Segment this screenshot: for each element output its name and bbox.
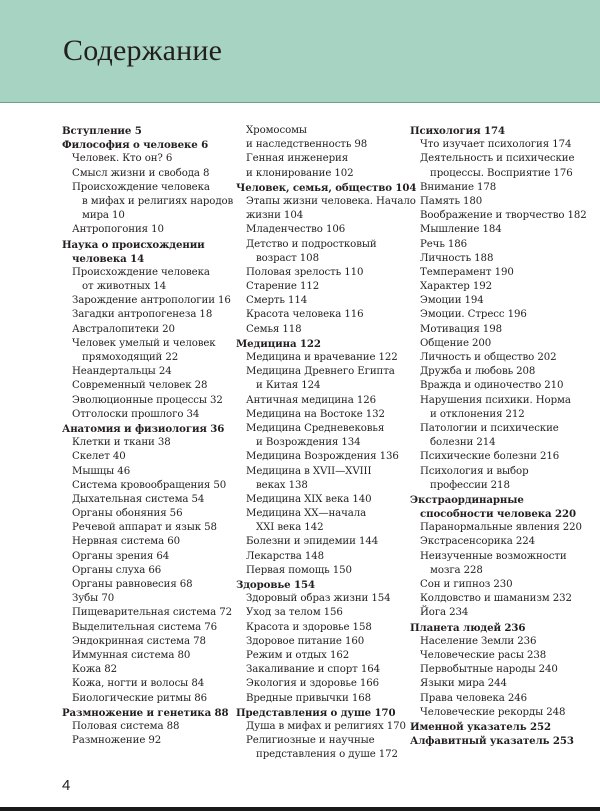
toc-entry: Мышцы 46 bbox=[72, 465, 131, 477]
toc-entry: Медицина XX—начала bbox=[246, 508, 367, 520]
toc-entry: Половая система 88 bbox=[72, 720, 180, 732]
toc-entry: Эволюционные процессы 32 bbox=[72, 394, 223, 406]
toc-section-entry: Наука о происхождении bbox=[62, 238, 205, 251]
toc-section-entry: Анатомия и физиология 36 bbox=[62, 422, 225, 435]
toc-entry: Медицина Средневековья bbox=[246, 422, 385, 434]
toc-entry: Младенчество 106 bbox=[246, 224, 346, 236]
toc-entry: Эндокринная система 78 bbox=[72, 635, 206, 647]
toc-entry: Вредные привычки 168 bbox=[246, 692, 371, 704]
toc-entry: Общение 200 bbox=[420, 337, 492, 349]
toc-entry: Режим и отдых 162 bbox=[246, 649, 350, 661]
toc-entry: Речь 186 bbox=[420, 238, 468, 250]
toc-entry: Современный человек 28 bbox=[72, 380, 208, 392]
toc-entry: Детство и подростковый bbox=[246, 238, 377, 250]
toc-entry: Население Земли 236 bbox=[420, 635, 537, 647]
toc-entry: Отголоски прошлого 34 bbox=[72, 408, 200, 420]
toc-entry: Австралопитеки 20 bbox=[72, 323, 175, 335]
toc-entry: Деятельность и психические bbox=[420, 153, 575, 165]
toc-entry: Психология и выбор bbox=[420, 465, 529, 477]
toc-entry: Зарождение антропологии 16 bbox=[72, 295, 231, 307]
toc-entry: Человеческие расы 238 bbox=[420, 649, 547, 661]
header-band bbox=[0, 0, 600, 103]
toc-entry: процессы. Восприятие 176 bbox=[430, 167, 573, 179]
toc-entry: и Возрождения 134 bbox=[256, 437, 361, 449]
toc-entry: Антропогония 10 bbox=[72, 224, 164, 236]
toc-column-1 bbox=[62, 124, 234, 748]
toc-entry: Воображение и творчество 182 bbox=[420, 210, 587, 222]
toc-entry: болезни 214 bbox=[430, 437, 496, 449]
toc-entry: Семья 118 bbox=[246, 323, 302, 335]
toc-entry: Характер 192 bbox=[420, 281, 492, 293]
toc-entry: Сон и гипноз 230 bbox=[420, 579, 513, 590]
toc-entry: Органы слуха 66 bbox=[72, 564, 162, 576]
toc-entry: Психические болезни 216 bbox=[420, 451, 560, 463]
toc-entry: прямоходящий 22 bbox=[82, 352, 179, 363]
toc-entry: Иммунная система 80 bbox=[72, 649, 191, 661]
toc-entry: Медицина на Востоке 132 bbox=[246, 408, 385, 420]
toc-entry: Размножение 92 bbox=[72, 735, 162, 747]
toc-entry: Медицина Возрождения 136 bbox=[246, 451, 399, 463]
toc-entry: Медицина и врачевание 122 bbox=[246, 352, 398, 363]
toc-entry: от животных 14 bbox=[82, 281, 167, 293]
toc-entry: Йога 234 bbox=[420, 607, 469, 619]
toc-entry: Медицина XIX века 140 bbox=[246, 493, 372, 505]
toc-entry: Личность и общество 202 bbox=[420, 352, 557, 363]
toc-entry: Органы зрения 64 bbox=[72, 550, 170, 562]
toc-entry: Вражда и одиночество 210 bbox=[420, 380, 564, 392]
page-number: 4 bbox=[62, 777, 71, 794]
toc-entry: возраст 108 bbox=[256, 252, 319, 264]
toc-entry: Человеческие рекорды 248 bbox=[420, 706, 566, 718]
toc-entry: Происхождение человека bbox=[72, 266, 210, 278]
toc-entry: Биологические ритмы 86 bbox=[72, 692, 208, 704]
toc-entry: и Китая 124 bbox=[256, 380, 321, 392]
toc-section-entry: Алфавитный указатель 253 bbox=[410, 735, 574, 748]
toc-entry: Колдовство и шаманизм 232 bbox=[420, 593, 572, 605]
toc-entry: Половая зрелость 110 bbox=[246, 266, 364, 278]
toc-entry: жизни 104 bbox=[246, 210, 304, 222]
bottom-edge bbox=[0, 807, 600, 811]
toc-entry: веках 138 bbox=[256, 479, 308, 491]
toc-entry: Патологии и психические bbox=[420, 422, 559, 434]
toc-entry: Нервная система 60 bbox=[72, 536, 180, 548]
toc-entry: представления о душе 172 bbox=[256, 749, 398, 761]
toc-section-entry: Вступление 5 bbox=[62, 125, 142, 137]
toc-section-entry: Размножение и генетика 88 bbox=[62, 706, 229, 719]
toc-entry: Кожа 82 bbox=[72, 664, 117, 676]
toc-entry: Речевой аппарат и язык 58 bbox=[72, 522, 217, 534]
toc-entry: мозга 228 bbox=[430, 564, 483, 576]
toc-entry: Экология и здоровье 166 bbox=[246, 678, 380, 690]
toc-section-entry: Человек, семья, общество 104 bbox=[236, 181, 417, 194]
toc-entry: Мышление 184 bbox=[420, 224, 502, 236]
toc-entry: Личность 188 bbox=[420, 252, 494, 264]
toc-entry: мира 10 bbox=[82, 210, 125, 222]
toc-section-entry: Представления о душе 170 bbox=[236, 706, 396, 719]
toc-entry: Красота человека 116 bbox=[246, 309, 364, 321]
toc-entry: Происхождение человека bbox=[72, 181, 210, 193]
toc-entry: Этапы жизни человека. Начало bbox=[246, 195, 416, 207]
toc-entry: Кожа, ногти и волосы 84 bbox=[72, 678, 205, 690]
toc-entry: Пищеварительная система 72 bbox=[72, 607, 232, 619]
toc-entry: в мифах и религиях народов bbox=[82, 195, 234, 207]
toc-entry: Человек. Кто он? 6 bbox=[72, 153, 173, 165]
toc-section-entry: Планета людей 236 bbox=[410, 621, 526, 634]
toc-entry: Языки мира 244 bbox=[420, 678, 507, 690]
toc-entry: Дружба и любовь 208 bbox=[420, 366, 536, 378]
toc-entry: Старение 112 bbox=[246, 281, 320, 293]
toc-section-entry: Философия о человеке 6 bbox=[62, 139, 209, 152]
toc-section-entry: способности человека 220 bbox=[420, 508, 576, 521]
toc-entry: Клетки и ткани 38 bbox=[72, 437, 171, 449]
toc-entry: Неизученные возможности bbox=[420, 550, 567, 562]
toc-entry: Смысл жизни и свобода 8 bbox=[72, 167, 210, 179]
toc-entry: Первая помощь 150 bbox=[246, 564, 352, 576]
toc-entry: Паранормальные явления 220 bbox=[420, 522, 582, 534]
toc-entry: и клонирование 102 bbox=[246, 167, 354, 179]
toc-entry: и наследственность 98 bbox=[246, 139, 368, 151]
toc-entry: Система кровообращения 50 bbox=[72, 479, 227, 491]
toc-entry: Скелет 40 bbox=[72, 451, 126, 463]
toc-entry: Органы равновесия 68 bbox=[72, 579, 193, 590]
toc-section-entry: Именной указатель 252 bbox=[410, 720, 551, 733]
toc-entry: Генная инженерия bbox=[246, 153, 349, 165]
toc-entry: Медицина Древнего Египта bbox=[246, 366, 395, 378]
toc-entry: Медицина в XVII—XVIII bbox=[246, 465, 372, 477]
toc-entry: Внимание 178 bbox=[420, 181, 497, 193]
toc-entry: Здоровое питание 160 bbox=[246, 635, 365, 647]
toc-entry: Религиозные и научные bbox=[246, 735, 375, 747]
toc-entry: Душа в мифах и религиях 170 bbox=[246, 720, 406, 732]
toc-section-entry: Здоровье 154 bbox=[236, 579, 315, 591]
toc-entry: Темперамент 190 bbox=[420, 266, 514, 278]
toc-entry: XXI века 142 bbox=[256, 522, 324, 534]
toc-entry: Человек умелый и человек bbox=[72, 337, 216, 349]
toc-entry: Мотивация 198 bbox=[420, 323, 502, 335]
toc-entry: Загадки антропогенеза 18 bbox=[72, 309, 213, 321]
toc-entry: Античная медицина 126 bbox=[246, 394, 376, 406]
toc-section-entry: Психология 174 bbox=[410, 125, 505, 137]
toc-entry: Закаливание и спорт 164 bbox=[246, 664, 380, 676]
page-title: Содержание bbox=[63, 34, 223, 67]
toc-entry: Зубы 70 bbox=[72, 593, 115, 605]
toc-entry: Болезни и эпидемии 144 bbox=[246, 536, 379, 548]
toc-column-3 bbox=[410, 124, 587, 748]
toc-entry: и отклонения 212 bbox=[430, 408, 525, 420]
toc-entry: Эмоции 194 bbox=[420, 295, 484, 307]
toc-entry: Хромосомы bbox=[246, 125, 307, 136]
toc-entry: Здоровый образ жизни 154 bbox=[246, 593, 391, 605]
toc-entry: Дыхательная система 54 bbox=[72, 493, 205, 505]
toc-entry: Смерть 114 bbox=[246, 295, 308, 307]
toc-entry: Экстрасенсорика 224 bbox=[420, 536, 535, 548]
toc-entry: Уход за телом 156 bbox=[246, 607, 343, 619]
toc-entry: Выделительная система 76 bbox=[72, 621, 218, 633]
toc-entry: Первобытные народы 240 bbox=[420, 664, 558, 676]
toc-entry: Красота и здоровье 158 bbox=[246, 621, 372, 633]
toc-entry: Неандертальцы 24 bbox=[72, 366, 172, 378]
toc-entry: Органы обоняния 56 bbox=[72, 508, 183, 520]
toc-entry: Нарушения психики. Норма bbox=[420, 394, 571, 406]
toc-section-entry: Экстраординарные bbox=[410, 493, 524, 506]
toc-entry: Права человека 246 bbox=[420, 692, 527, 704]
toc-section-entry: человека 14 bbox=[72, 252, 145, 265]
toc-section-entry: Медицина 122 bbox=[236, 337, 321, 350]
toc-entry: профессии 218 bbox=[430, 479, 510, 491]
toc-entry: Что изучает психология 174 bbox=[420, 139, 572, 151]
toc-entry: Эмоции. Стресс 196 bbox=[420, 309, 527, 321]
toc-entry: Лекарства 148 bbox=[246, 550, 325, 562]
toc-column-2 bbox=[236, 124, 417, 762]
toc-entry: Память 180 bbox=[420, 195, 483, 207]
